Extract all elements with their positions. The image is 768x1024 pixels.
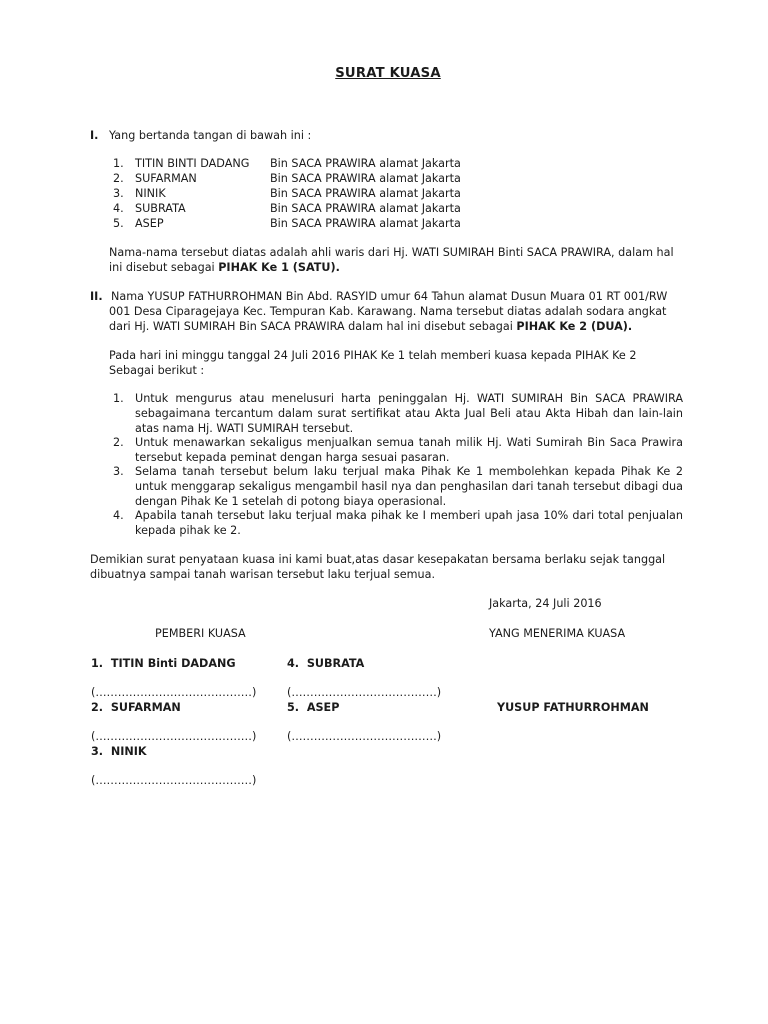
item-text: Selama tanah tersebut belum laku terjual maka Pihak Ke 1 membolehkan kepada Pihak Ke 2 untuk menggarap sekaligus mengambil hasil nya dan penghasilan dari tanah tersebut dibagi dua dengan Pihak Ke 1 setelah di potong biaya operasional.	[135, 465, 683, 508]
heir-description: Bin SACA PRAWIRA alamat Jakarta	[270, 202, 461, 215]
heirs-note-text: ini disebut sebagai	[109, 261, 219, 274]
signer-name: SUBRATA	[306, 657, 365, 670]
signer-name: NINIK	[110, 745, 147, 758]
heir-number: 2.	[113, 172, 124, 185]
signer-2	[91, 700, 181, 715]
signer-number: 4.	[287, 657, 300, 670]
signer-name: ASEP	[306, 701, 340, 714]
authorization-intro: Pada hari ini minggu tanggal 24 Juli 2016 PIHAK Ke 1 telah memberi kuasa kepada PIHAK Ke 2	[109, 349, 637, 362]
signer-number: 3.	[91, 745, 104, 758]
heir-number: 4.	[113, 202, 124, 215]
heirs-note-line-2	[109, 260, 340, 275]
heir-description: Bin SACA PRAWIRA alamat Jakarta	[270, 217, 461, 230]
heir-name: SUFARMAN	[135, 172, 197, 185]
heir-number: 5.	[113, 217, 124, 230]
signer-5	[287, 700, 339, 715]
pihak-2-label: PIHAK Ke 2 (DUA).	[516, 320, 633, 333]
item-number: 3.	[113, 465, 124, 478]
signature-line: (……………………………………)	[91, 730, 257, 743]
signer-1	[91, 656, 236, 671]
signer-name: SUFARMAN	[110, 701, 181, 714]
heir-name: TITIN BINTI DADANG	[135, 157, 250, 170]
section-2-line	[109, 319, 632, 334]
item-text: Untuk menawarkan sekaligus menjualkan semua tanah milik Hj. Wati Sumirah Bin Saca Prawira tersebut kepada peminat dengan harga sesuai pasaran.	[135, 436, 683, 464]
signature-line: (…………………………………)	[287, 686, 442, 699]
signer-number: 1.	[91, 657, 104, 670]
heir-name: NINIK	[135, 187, 166, 200]
section-2-line: Nama YUSUP FATHURROHMAN Bin Abd. RASYID umur 64 Tahun alamat Dusun Muara 01 RT 001/RW	[111, 290, 668, 303]
item-number: 1.	[113, 392, 124, 405]
heir-name: SUBRATA	[135, 202, 186, 215]
section-2-line: 001 Desa Ciparagejaya Kec. Tempuran Kab. Karawang. Nama tersebut diatas adalah sodara angkat	[109, 305, 667, 318]
section-2-number: II.	[90, 290, 103, 303]
signer-number: 2.	[91, 701, 104, 714]
section-1-intro: Yang bertanda tangan di bawah ini :	[109, 129, 312, 142]
pihak-1-label: PIHAK Ke 1 (SATU).	[218, 261, 340, 274]
receiver-label: YANG MENERIMA KUASA	[489, 627, 626, 640]
item-number: 2.	[113, 436, 124, 449]
section-1-number: I.	[90, 129, 99, 142]
heir-description: Bin SACA PRAWIRA alamat Jakarta	[270, 187, 461, 200]
closing-statement-line-2: dibuatnya sampai tanah warisan tersebut laku terjual semua.	[90, 568, 436, 581]
heir-name: ASEP	[135, 217, 164, 230]
section-2-text: dari Hj. WATI SUMIRAH Bin SACA PRAWIRA dalam hal ini disebut sebagai	[109, 320, 517, 333]
signer-number: 5.	[287, 701, 300, 714]
giver-label: PEMBERI KUASA	[155, 627, 246, 640]
item-text: Untuk mengurus atau menelusuri harta peninggalan Hj. WATI SUMIRAH Bin SACA PRAWIRA sebagaimana tercantum dalam surat sertifikat atau Akta Jual Beli atau Akta Hibah dan lain-lain atas nama Hj. WATI SUMIRAH tersebut.	[135, 392, 683, 435]
signer-name: TITIN Binti DADANG	[110, 657, 236, 670]
receiver-name: YUSUP FATHURROHMAN	[497, 701, 649, 714]
signature-line: (……………………………………)	[91, 686, 257, 699]
signature-line: (…………………………………)	[287, 730, 442, 743]
heir-number: 1.	[113, 157, 124, 170]
signer-3	[91, 744, 147, 759]
closing-statement: Demikian surat penyataan kuasa ini kami buat,atas dasar kesepakatan bersama berlaku sejak tanggal	[90, 553, 666, 566]
item-text: Apabila tanah tersebut laku terjual maka pihak ke I memberi upah jasa 10% dari total penjualan kepada pihak ke 2.	[135, 509, 683, 537]
heirs-note: Nama-nama tersebut diatas adalah ahli waris dari Hj. WATI SUMIRAH Binti SACA PRAWIRA, dalam hal	[109, 246, 674, 259]
heir-description: Bin SACA PRAWIRA alamat Jakarta	[270, 172, 461, 185]
document-title: SURAT KUASA	[335, 66, 441, 81]
signer-4	[287, 656, 364, 671]
signature-line: (……………………………………)	[91, 774, 257, 787]
heir-description: Bin SACA PRAWIRA alamat Jakarta	[270, 157, 461, 170]
item-number: 4.	[113, 509, 124, 522]
heir-number: 3.	[113, 187, 124, 200]
place-date: Jakarta, 24 Juli 2016	[489, 597, 602, 610]
authorization-intro-line-2: Sebagai berikut :	[109, 364, 205, 377]
